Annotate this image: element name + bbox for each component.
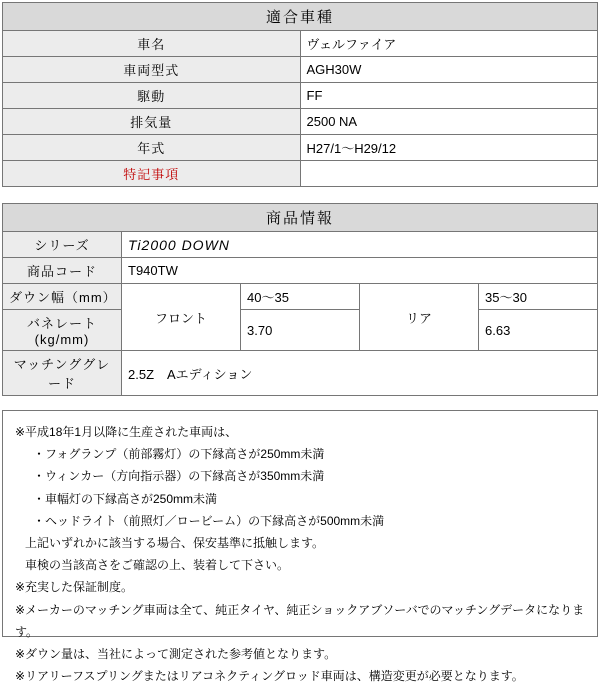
table-row <box>3 258 598 284</box>
vehicle-row-label: 排気量 <box>3 109 301 135</box>
vehicle-row-value: AGH30W <box>300 57 598 83</box>
vehicle-row-label: 車両型式 <box>3 57 301 83</box>
note-line: 車検の当該高さをご確認の上、装着して下さい。 <box>25 558 290 573</box>
table-row <box>3 284 598 310</box>
matching-grade-value: 2.5Z Aエディション <box>122 351 598 396</box>
note-line: ※平成18年1月以降に生産された車両は、 <box>15 425 238 439</box>
vehicle-row-value: H27/1〜H29/12 <box>300 135 598 161</box>
table-row <box>3 83 598 109</box>
matching-grade-label: マッチンググレード <box>3 351 122 396</box>
table-row <box>3 310 598 351</box>
vehicle-row-value: ヴェルファイア <box>300 31 598 57</box>
series-value: Ti2000 DOWN <box>122 232 598 258</box>
vehicle-row-label: 車名 <box>3 31 301 57</box>
table-row <box>3 109 598 135</box>
table-row <box>3 31 598 57</box>
section-spacer <box>0 187 600 201</box>
rear-rate-value: 6.63 <box>479 310 598 351</box>
vehicle-section-title: 適合車種 <box>3 3 598 31</box>
note-line: ※充実した保証制度。 <box>15 580 134 595</box>
note-line: ・ヘッドライト（前照灯／ロービーム）の下縁高さが500mm未満 <box>33 513 385 528</box>
table-row <box>3 351 598 396</box>
note-line: ※ダウン量は、当社によって測定された参考値となります。 <box>15 646 337 661</box>
note-line: 上記いずれかに該当する場合、保安基準に抵触します。 <box>25 535 325 550</box>
series-label: シリーズ <box>3 232 122 258</box>
vehicle-row-label-remarks: 特記事項 <box>3 161 301 187</box>
front-down-value: 40〜35 <box>241 284 360 310</box>
spec-sheet-page <box>0 2 600 684</box>
table-row <box>3 161 598 187</box>
note-line: ・車幅灯の下縁高さが250mm未満 <box>33 491 218 506</box>
note-line: ※リアリーフスプリングまたはリアコネクティングロッド車両は、構造変更が必要となります。 <box>15 669 524 684</box>
front-label: フロント <box>122 284 241 351</box>
vehicle-row-value: FF <box>300 83 598 109</box>
table-row <box>3 135 598 161</box>
product-code-label: 商品コード <box>3 258 122 284</box>
table-row <box>3 57 598 83</box>
rear-down-value: 35〜30 <box>479 284 598 310</box>
note-line: ※メーカーのマッチング車両は全て、純正タイヤ、純正ショックアブソーバでのマッチングデータになります。 <box>15 602 585 639</box>
notes-box <box>2 410 598 684</box>
front-rate-value: 3.70 <box>241 310 360 351</box>
note-line: ・ウィンカー（方向指示器）の下縁高さが350mm未満 <box>33 469 325 484</box>
product-code-value: T940TW <box>122 258 598 284</box>
vehicle-row-label: 駆動 <box>3 83 301 109</box>
vehicle-row-value-remarks <box>300 161 598 187</box>
rear-label: リア <box>360 284 479 351</box>
vehicle-row-label: 年式 <box>3 135 301 161</box>
table-row <box>3 232 598 258</box>
table-row <box>3 3 598 31</box>
down-width-label: ダウン幅（mm） <box>3 284 122 310</box>
product-section-title: 商品情報 <box>3 204 598 232</box>
note-line: ・フォグランプ（前部霧灯）の下縁高さが250mm未満 <box>33 447 325 462</box>
vehicle-row-value: 2500 NA <box>300 109 598 135</box>
table-row <box>3 204 598 232</box>
product-spec-table <box>2 203 598 396</box>
vehicle-spec-table <box>2 2 598 187</box>
spring-rate-label: バネレート(kg/mm) <box>3 310 122 351</box>
